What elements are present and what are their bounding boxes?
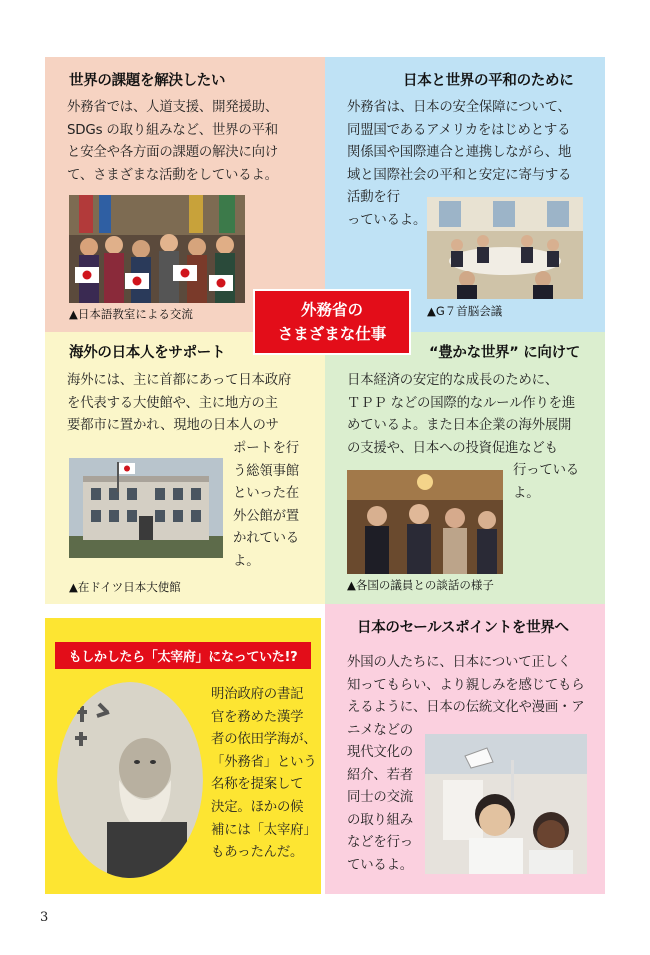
panel-body — [67, 97, 278, 187]
center-title-line1: 外務省の — [300, 301, 363, 319]
body-line: 同盟国であるアメリカをはじめとする — [347, 122, 571, 138]
body-line: 者の依田学海が、 — [211, 732, 317, 748]
panel-title: 海外の日本人をサポート — [69, 345, 226, 361]
body-line: 官を務めた漢学 — [211, 709, 304, 725]
body-line: 紹介、若者 — [347, 767, 413, 783]
panel-body — [347, 370, 575, 460]
panel-title: “豊かな世界” に向けて — [429, 345, 581, 361]
body-line: て、さまざまな活動をしているよ。 — [67, 167, 278, 183]
panel-selling-points — [325, 604, 605, 894]
body-line: の取り組み — [347, 812, 413, 828]
body-line: SDGs の取り組みなど、世界の平和 — [67, 122, 278, 138]
body-line: などを行っ — [347, 835, 413, 851]
body-line: ニメなどの — [347, 722, 413, 738]
body-line: 海外には、主に首都にあって日本政府 — [67, 373, 292, 388]
panel-title: 日本と世界の平和のために — [403, 73, 574, 89]
panel-prosperity — [325, 332, 605, 604]
body-line: 活動を行 — [347, 190, 400, 206]
panel-body — [347, 652, 584, 742]
body-line: といった在 — [233, 486, 299, 502]
body-line: 知ってもらい、より親しみを感じてもら — [347, 677, 585, 693]
panel-title: 日本のセールスポイントを世界へ — [357, 620, 569, 636]
panel-dazaifu — [45, 618, 321, 894]
photo-legislator-talks — [347, 470, 503, 574]
photo-caption: ▲G７首脳会議 — [427, 304, 503, 318]
body-line: 行っている — [513, 463, 579, 478]
panel-side-body — [233, 438, 299, 574]
panel-body — [67, 370, 291, 438]
body-line: えるように、日本の伝統文化や漫画・ア — [347, 700, 585, 716]
body-line: 決定。ほかの候 — [211, 799, 304, 815]
body-line: かれている — [233, 531, 299, 547]
photo-caption: ▲日本語教室による交流 — [69, 307, 193, 321]
body-line: 関係国や国際連合と連携しながら、地 — [347, 145, 572, 161]
photo-japanese-class — [69, 195, 245, 303]
body-line: を代表する大使館や、主に地方の主 — [67, 395, 278, 411]
body-line: 域と国際社会の平和と安定に寄与する — [347, 167, 572, 183]
body-line: の支援や、日本への投資促進なども — [347, 440, 558, 456]
body-line: めているよ。また日本企業の海外展開 — [347, 418, 572, 434]
body-line: 同士の交流 — [347, 790, 413, 806]
body-line: ＴＰＰ などの国際的なルール作りを進 — [347, 395, 576, 411]
body-line: 補には「太宰府」 — [211, 822, 317, 838]
body-line: 名称を提案して — [211, 777, 304, 793]
body-line: よ。 — [513, 485, 540, 501]
body-line: 外公館が置 — [233, 508, 299, 524]
body-line: と安全や各方面の課題の解決に向け — [67, 145, 279, 161]
body-line: 明治政府の書記 — [211, 687, 304, 702]
page-number: 3 — [40, 910, 49, 925]
body-line: 外務省では、人道支援、開発援助、 — [67, 100, 279, 115]
panel-support — [45, 332, 325, 604]
body-line: 外務省は、日本の安全保障について、 — [347, 100, 571, 115]
body-line: ポートを行 — [233, 441, 299, 456]
body-line: ているよ。 — [347, 857, 413, 873]
body-line: 日本経済の安定的な成長のために、 — [347, 373, 559, 388]
body-line: 要都市に置かれ、現地の日本人のサ — [67, 418, 279, 434]
body-line: 外国の人たちに、日本について正しく — [347, 655, 571, 670]
photo-g7-summit — [427, 197, 583, 299]
portrait-yoda-gakkai — [57, 682, 203, 878]
body-line: よ。 — [233, 553, 260, 569]
panel-body — [211, 684, 317, 865]
panel-side-body — [347, 742, 413, 878]
photo-caption: ▲各国の議員との談話の様子 — [347, 578, 494, 592]
body-line: 現代文化の — [347, 745, 413, 760]
banner-dazaifu: もしかしたら「太宰府」になっていた!? — [55, 642, 311, 669]
panel-side-body — [513, 460, 579, 505]
body-line: もあったんだ。 — [211, 845, 304, 861]
body-line: う総領事館 — [233, 463, 299, 479]
photo-caption: ▲在ドイツ日本大使館 — [69, 580, 181, 594]
photo-youth-exchange — [425, 734, 587, 874]
panel-title: 世界の課題を解決したい — [69, 73, 226, 89]
photo-embassy-germany — [69, 458, 223, 558]
body-line: っているよ。 — [347, 212, 427, 228]
body-line: 「外務省」という — [211, 754, 317, 770]
center-title-line2: さまざまな仕事 — [277, 325, 387, 343]
center-title-badge — [253, 289, 411, 355]
